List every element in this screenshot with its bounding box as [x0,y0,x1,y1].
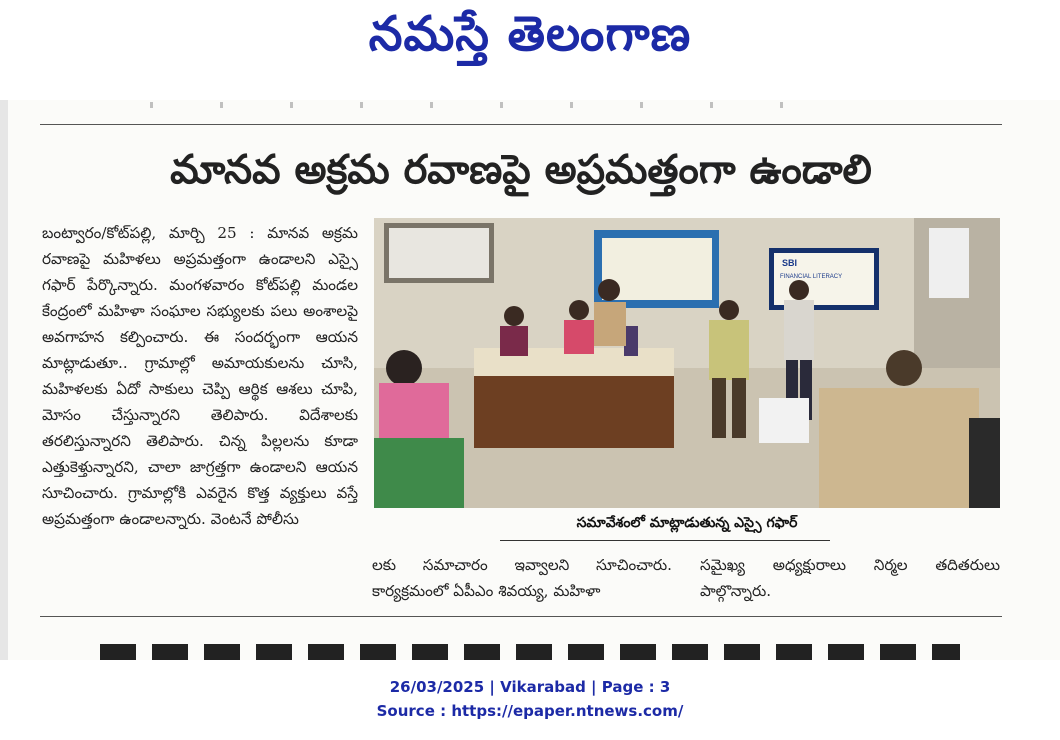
masthead [0,0,1060,100]
footer-separator: | [591,678,602,696]
meeting-photo-illustration [374,218,1000,508]
footer-separator: | [489,678,501,696]
banner-subtext: FINANCIAL LITERACY [780,274,843,280]
article-photo [374,218,1000,508]
article-body-right: సమైఖ్య అధ్యక్షురాలు నిర్మల తదితరులు పాల్గొన్నారు. [700,556,1000,600]
page-margin [0,100,8,660]
caption-rule [500,540,830,541]
footer-source: Source : https://epaper.ntnews.com/ [376,702,684,720]
top-rule [40,124,1002,125]
article-column-middle [372,552,672,604]
footer [0,660,1060,740]
bottom-rule [40,616,1002,617]
photo-caption-wrapper [374,510,1000,540]
footer-edition: Vikarabad [500,678,586,696]
article-body-middle: లకు సమాచారం ఇవ్వాలని సూచించారు. కార్యక్రమంలో ఏపీఎం శివయ్య, మహిళా [372,556,672,600]
article-body-left: బంట్వారం/కోట్‌పల్లి, మార్చి 25 : మానవ అక్రమ రవాణపై మహిళలు అప్రమత్తంగా ఉండాలని ఎస్సై గఫార్ పేర్కొన్నారు. మంగళవారం కోట్‌పల్లి మండల కేంద్రంలో మహిళా సంఘాల సభ్యులకు పలు అంశాలపై అవగాహన కల్పించారు. ఈ సందర్భంగా ఆయన మాట్లాడుతూ.. గ్రామాల్లో అమాయకులను చూసి, మహిళలకు ఏదో సాకులు చెప్పి ఆర్థిక ఆశలు చూపి, మోసం చేస్తున్నారని తెలిపారు. విదేశాలకు తరలిస్తున్నారని తెలిపారు. చిన్న పిల్లలను కూడా ఎత్తుకెళ్తున్నారని, చాలా జాగ్రత్తగా ఉండాలని ఆయన సూచించారు. గ్రామాల్లోకి ఎవరైన కొత్త వ్యక్తులు వస్తే అప్రమత్తంగా ఉండాలన్నారు. వెంటనే పోలీసు [42,224,358,528]
newspaper-clipping [0,100,1060,660]
newspaper-logo: నమస్తే తెలంగాణ [368,6,692,62]
article-headline: మానవ అక్రమ రవాణపై అప్రమత్తంగా ఉండాలి [170,147,872,193]
article-column-right [700,552,1000,604]
cropped-next-headline [40,628,1002,660]
article-column-left [42,220,358,532]
footer-date: 26/03/2025 [389,678,485,696]
photo-caption: సమావేశంలో మాట్లాడుతున్న ఎస్సై గఫార్ [576,515,798,531]
footer-edition-line [0,678,1060,696]
cropped-previous-article [40,100,1000,114]
banner-sbi-text: SBI [782,258,798,268]
footer-page: Page : 3 [601,678,671,696]
